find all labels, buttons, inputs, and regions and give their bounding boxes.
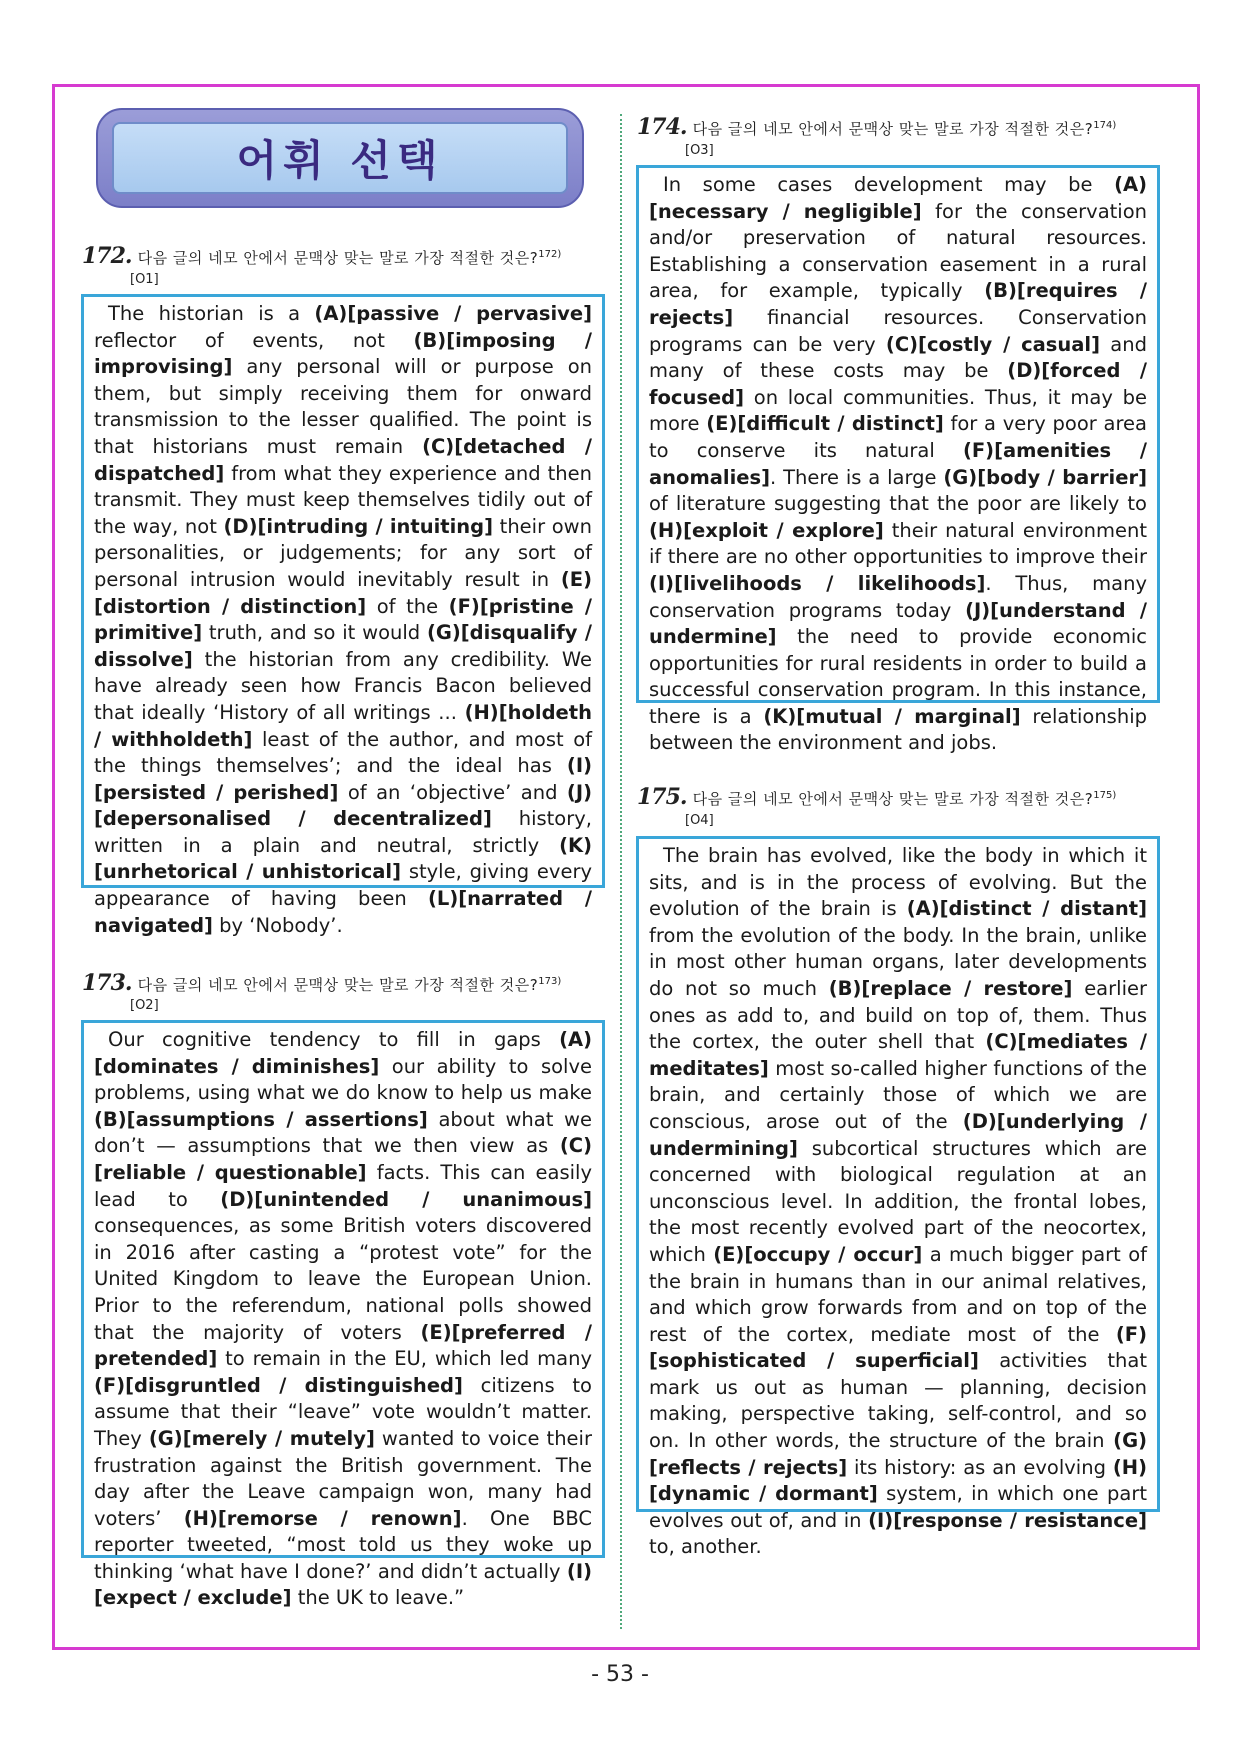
answer-choice[interactable]: (E)[preferred / pretended] <box>94 1320 592 1371</box>
answer-choice[interactable]: (C)[detached / dispatched] <box>94 434 593 485</box>
passage-172 <box>81 294 605 937</box>
answer-choice[interactable]: (F)[sophisticated / superficial] <box>649 1322 1147 1373</box>
answer-choice[interactable]: (C)[costly / casual] <box>885 332 1101 356</box>
passage-text: system, in which one part evolves out of, and in <box>649 1482 1148 1532</box>
passage-text: on local communities. Thus, it may be more <box>649 385 1147 436</box>
answer-choice[interactable]: (H)[holdeth / withholdeth] <box>94 700 592 751</box>
answer-choice[interactable]: (L)[narrated / navigated] <box>94 887 592 937</box>
question-number: 173. <box>82 970 132 996</box>
answer-choice[interactable]: (J)[depersonalised / decentralized] <box>94 780 592 831</box>
passage-text: a much bigger part of the brain in humans than in our animal relatives, and which grow forwards from and on top of the rest of the cortex, mediate most of the <box>649 1242 1147 1346</box>
answer-choice[interactable]: (J)[understand / undermine] <box>649 598 1147 649</box>
answer-choice[interactable]: (D)[intruding / intuiting] <box>223 514 494 538</box>
passage-text: subcortical structures which are concerned with biological regulation at an unconscious level. In addition, the frontal lobes, the most recently evolved part of the neocortex, which <box>649 1136 1147 1266</box>
question-prompt: 다음 글의 네모 안에서 문맥상 맞는 말로 가장 적절한 것은? <box>692 120 1094 138</box>
answer-choice[interactable]: (A)[dominates / diminishes] <box>94 1028 592 1078</box>
passage-text: from what they experience and then transmit. They must keep themselves tidily out of the way, not <box>94 461 592 538</box>
answer-choice[interactable]: (D)[underlying / undermining] <box>649 1109 1147 1160</box>
answer-choice[interactable]: (G)[body / barrier] <box>943 465 1147 489</box>
passage-text: style, giving every appearance of having been <box>94 860 593 911</box>
answer-choice[interactable]: (H)[exploit / explore] <box>649 518 884 542</box>
answer-choice[interactable]: (H)[remorse / renown] <box>183 1506 462 1530</box>
answer-choice[interactable]: (E)[occupy / occur] <box>713 1242 923 1266</box>
passage-175 <box>636 836 1160 1559</box>
page-number: - 53 - <box>591 1662 649 1687</box>
passage-text: of the <box>366 594 449 618</box>
passage-text: earlier ones as add to, and build on top of, them. Thus the cortex, the outer shell that <box>649 976 1148 1054</box>
passage-text: The brain has evolved, like the body in which it sits, and is in the process of evolving. But the evolution of the brain is <box>649 844 1147 921</box>
question-header-174 <box>637 115 1116 140</box>
question-number: 175. <box>637 784 687 810</box>
passage-text: the need to provide economic opportunities for rural residents in order to build a successful conservation program. In this instance, there is a <box>649 625 1147 728</box>
answer-choice[interactable]: (E)[difficult / distinct] <box>706 412 944 436</box>
passage-text: for a very poor area to conserve its natural <box>649 412 1147 462</box>
passage-text: In some cases development may be <box>663 173 1115 196</box>
question-code: [O4] <box>685 813 714 828</box>
question-number: 174. <box>637 114 687 140</box>
passage-text: from the evolution of the body. In the brain, unlike in most other human organs, later developments do not so much <box>649 923 1147 1000</box>
question-footnote: 175) <box>1093 790 1117 801</box>
passage-text: the UK to leave.” <box>291 1586 465 1610</box>
answer-choice[interactable]: (G)[disqualify / dissolve] <box>94 621 592 671</box>
passage-text: . One BBC reporter tweeted, “most told us they woke up thinking ‘what have I done?’ and didn’t actually <box>94 1506 592 1583</box>
passage-text: history, written in a plain and neutral, strictly <box>94 807 592 857</box>
question-header-173 <box>82 971 561 996</box>
passage-text: the historian from any credibility. We have already seen how Francis Bacon believed that ideally ‘History of all writings ... <box>94 647 592 724</box>
passage-text: consequences, as some British voters discovered in 2016 after casting a “protest vote” for the United Kingdom to leave the European Union. Prior to the referendum, national polls showed that the majority of voters <box>94 1214 592 1344</box>
passage-text: Our cognitive tendency to fill in gaps <box>108 1028 560 1051</box>
answer-choice[interactable]: (B)[imposing / improvising] <box>94 328 592 379</box>
answer-choice[interactable]: (F)[disgruntled / distinguished] <box>94 1373 463 1397</box>
answer-choice[interactable]: (D)[unintended / unanimous] <box>220 1187 592 1211</box>
passage-text: our ability to solve problems, using what we do know to help us make <box>94 1054 592 1105</box>
section-banner-inner <box>112 122 568 194</box>
answer-choice[interactable]: (G)[merely / mutely] <box>148 1426 375 1450</box>
passage-173 <box>81 1020 605 1610</box>
answer-choice[interactable]: (F)[amenities / anomalies] <box>649 438 1147 489</box>
question-prompt: 다음 글의 네모 안에서 문맥상 맞는 말로 가장 적절한 것은? <box>137 976 539 994</box>
answer-choice[interactable]: (B)[requires / rejects] <box>649 279 1148 329</box>
question-prompt: 다음 글의 네모 안에서 문맥상 맞는 말로 가장 적절한 것은? <box>137 249 539 267</box>
answer-choice[interactable]: (B)[replace / restore] <box>828 976 1073 1000</box>
answer-choice[interactable]: (G)[reflects / rejects] <box>649 1429 1147 1479</box>
passage-text: facts. This can easily lead to <box>94 1160 592 1211</box>
passage-text: citizens to assume that their “leave” vote wouldn’t matter. They <box>94 1373 592 1450</box>
answer-choice[interactable]: (K)[unrhetorical / unhistorical] <box>94 833 592 884</box>
passage-174 <box>636 165 1160 755</box>
answer-choice[interactable]: (E)[distortion / distinction] <box>94 567 592 618</box>
passage-text: reflector of events, not <box>94 328 414 352</box>
passage-text: . Thus, many conservation programs today <box>649 571 1147 622</box>
question-number: 172. <box>82 243 132 269</box>
section-banner <box>96 108 584 208</box>
passage-text: of literature suggesting that the poor are likely to <box>649 492 1147 516</box>
answer-choice[interactable]: (C)[mediates / meditates] <box>649 1030 1147 1080</box>
answer-choice[interactable]: (C)[reliable / questionable] <box>94 1134 592 1184</box>
passage-text: by ‘Nobody’. <box>212 913 343 937</box>
passage-text: its history: as an evolving <box>847 1455 1113 1479</box>
passage-text: of an ‘objective’ and <box>338 780 567 804</box>
answer-choice[interactable]: (D)[forced / focused] <box>649 359 1148 409</box>
passage-text: financial resources. Conservation programs can be very <box>649 305 1147 356</box>
answer-choice[interactable]: (I)[livelihoods / likelihoods] <box>649 571 986 595</box>
answer-choice[interactable]: (H)[dynamic / dormant] <box>649 1455 1147 1506</box>
answer-choice[interactable]: (F)[pristine / primitive] <box>94 594 592 645</box>
question-code: [O3] <box>685 143 714 158</box>
passage-text: relationship between the environment and jobs. <box>649 704 1147 755</box>
passage-text: and many of these costs may be <box>649 332 1147 383</box>
question-footnote: 174) <box>1093 120 1117 131</box>
question-code: [O1] <box>130 272 159 287</box>
passage-text: activities that mark us out as human — planning, decision making, perspective taking, self-control, and so on. In other words, the structure of the brain <box>649 1349 1147 1453</box>
question-header-175 <box>637 785 1116 810</box>
answer-choice[interactable]: (A)[distinct / distant] <box>906 897 1147 921</box>
passage-text: . There is a large <box>770 465 944 489</box>
answer-choice[interactable]: (I)[expect / exclude] <box>94 1559 592 1610</box>
passage-text: least of the author, and most of the things themselves’; and the ideal has <box>94 727 593 778</box>
passage-text: The historian is a <box>108 302 315 325</box>
passage-text: for the conservation and/or preservation of natural resources. Establishing a conservation easement in a rural area, for example, typically <box>649 199 1148 303</box>
passage-text: their natural environment if there are no other opportunities to improve their <box>649 518 1148 569</box>
passage-text: wanted to voice their frustration against the British government. The day after the Leave campaign won, many had voters’ <box>94 1426 592 1530</box>
answer-choice[interactable]: (K)[mutual / marginal] <box>763 704 1021 728</box>
passage-text: any personal will or purpose on them, but simply receiving them for onward transmission to the lesser qualified. The point is that historians must remain <box>94 355 592 458</box>
answer-choice[interactable]: (I)[response / resistance] <box>868 1508 1147 1532</box>
answer-choice[interactable]: (I)[persisted / perished] <box>94 754 592 804</box>
question-code: [O2] <box>130 998 159 1013</box>
question-header-172 <box>82 244 561 269</box>
section-title: 어휘 선택 <box>236 136 444 185</box>
question-footnote: 172) <box>538 249 562 260</box>
passage-text: their own personalities, or judgements; for any sort of personal intrusion would inevitably result in <box>94 514 592 591</box>
column-divider <box>620 114 622 1629</box>
answer-choice[interactable]: (B)[assumptions / assertions] <box>94 1107 428 1131</box>
passage-text: to, another. <box>649 1535 762 1559</box>
passage-text: truth, and so it would <box>202 621 427 645</box>
question-footnote: 173) <box>538 976 562 987</box>
question-prompt: 다음 글의 네모 안에서 문맥상 맞는 말로 가장 적절한 것은? <box>692 790 1094 808</box>
answer-choice[interactable]: (A)[necessary / negligible] <box>649 173 1147 223</box>
passage-text: to remain in the EU, which led many <box>217 1347 592 1371</box>
answer-choice[interactable]: (A)[passive / pervasive] <box>314 302 592 325</box>
passage-text: about what we don’t — assumptions that we then view as <box>94 1107 592 1158</box>
passage-text: most so-called higher functions of the brain, and certainly those of which we are conscious, arose out of the <box>649 1056 1147 1133</box>
